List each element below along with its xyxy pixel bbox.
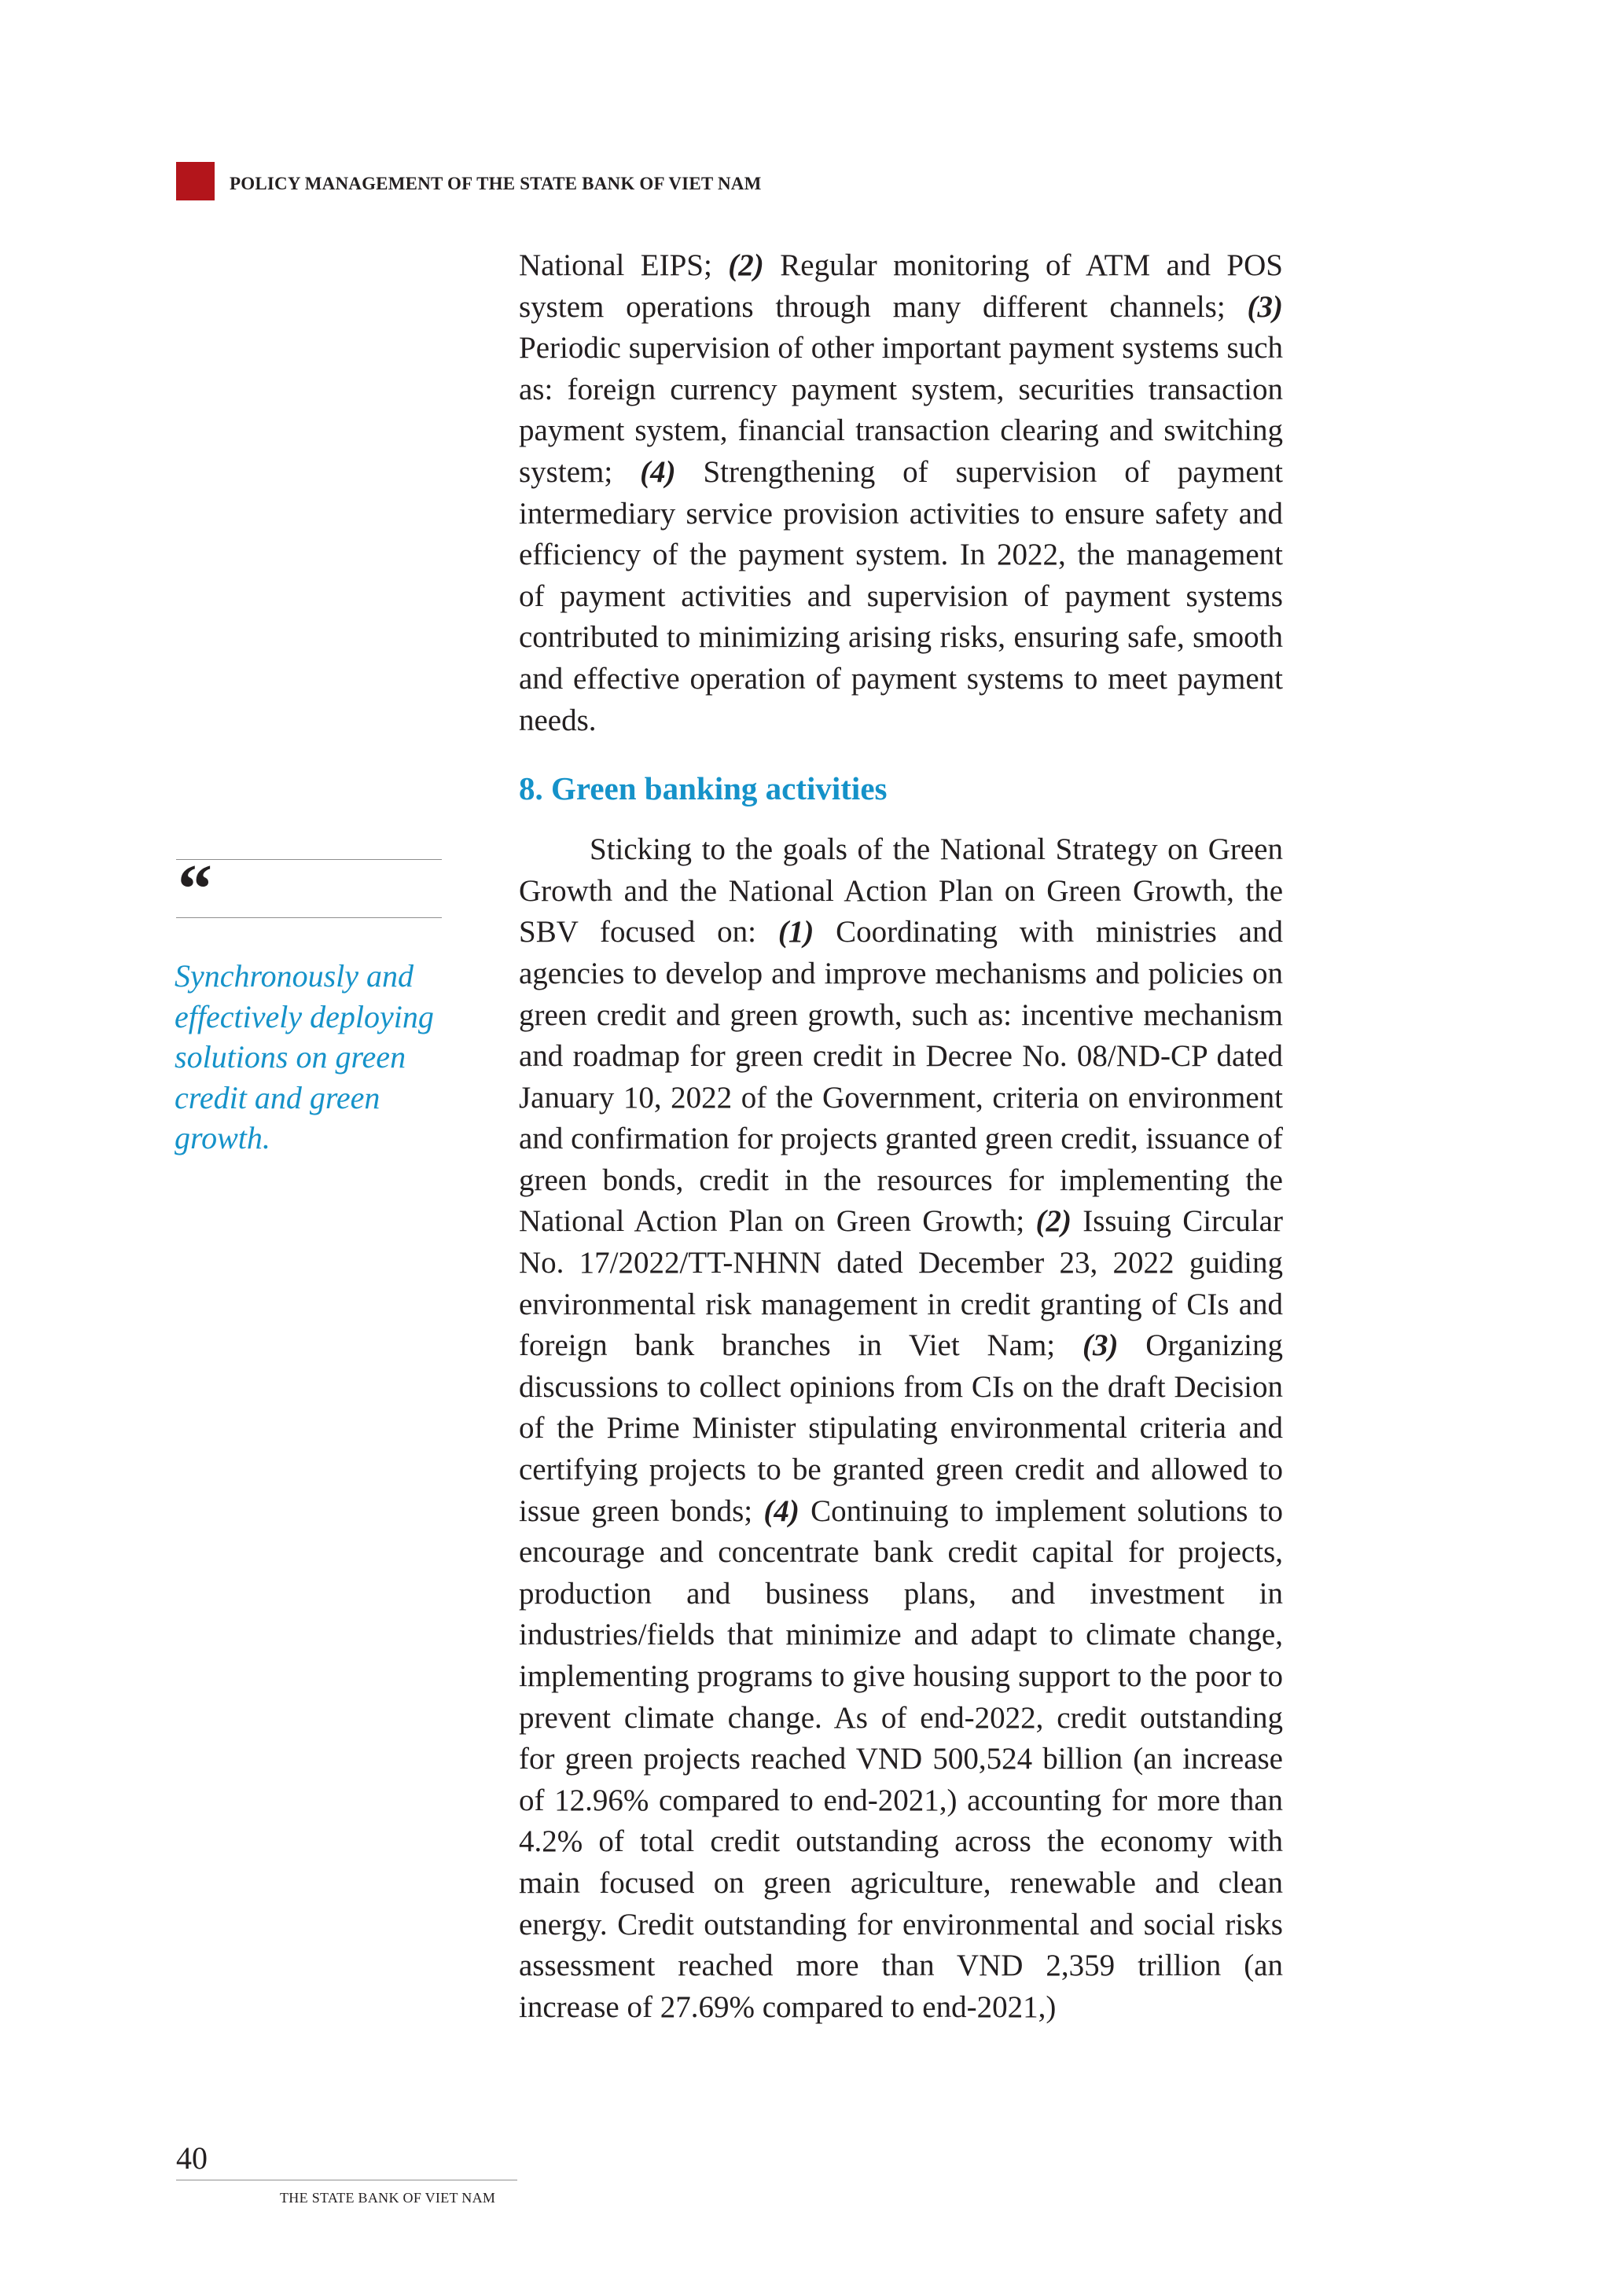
- quote-top-rule: [176, 859, 442, 860]
- section-heading: 8. Green banking activities: [519, 770, 888, 807]
- header-accent-square: [176, 162, 215, 200]
- quote-mark-icon: “: [178, 851, 212, 928]
- body-paragraph: Sticking to the goals of the National Strategy on Green Growth and the National Action Plan on Green Growth, the SBV focused on: (1) Coordinating with ministries and agencies to develop and improve mechanisms and policies on green credit and green growth, such as: incentive mechanism and roadmap for green credit in Decree No. 08/ND-CP dated January 10, 2022 of the Government, criteria on environment and confirmation for projects granted green credit, issuance of green bonds, credit in the resources for implementing the National Action Plan on Green Growth; (2) Issuing Circular No. 17/2022/TT-NHNN dated December 23, 2022 guiding environmental risk management in credit granting of CIs and foreign bank branches in Viet Nam; (3) Organizing discussions to collect opinions from CIs on the draft Decision of the Prime Minister stipulating environmental criteria and certifying projects to be granted green credit and allowed to issue green bonds; (4) Continuing to implement solutions to encourage and concentrate bank credit capital for projects, production and business plans, and investment in industries/fields that minimize and adapt to climate change, implementing programs to give housing support to the poor to prevent climate change. As of end-2022, credit outstanding for green projects reached VND 500,524 billion (an increase of 12.96% compared to end-2021,) accounting for more than 4.2% of total credit outstanding across the economy with main focused on green agriculture, renewable and clean energy. Credit outstanding for environmental and social risks assessment reached more than VND 2,359 trillion (an increase of 27.69% compared to end-2021,): [519, 832, 1283, 2024]
- page-number: 40: [176, 2140, 208, 2176]
- footer-publisher: THE STATE BANK OF VIET NAM: [280, 2190, 496, 2206]
- main-column: [519, 245, 1283, 2028]
- running-header: POLICY MANAGEMENT OF THE STATE BANK OF VIET NAM: [230, 174, 762, 193]
- body-paragraph: National EIPS; (2) Regular monitoring of ATM and POS system operations through many different channels; (3) Periodic supervision of other important payment systems such as: foreign currency payment system, securities transaction payment system, financial transaction clearing and switching system; (4) Strengthening of supervision of payment intermediary service provision activities to ensure safety and efficiency of the payment system. In 2022, the management of payment activities and supervision of payment systems contributed to minimizing arising risks, ensuring safe, smooth and effective operation of payment systems to meet payment needs.: [519, 248, 1283, 737]
- pull-quote: Synchronously and effectively deploying solutions on green credit and green growth.: [175, 958, 434, 1155]
- quote-bottom-rule: [176, 917, 442, 918]
